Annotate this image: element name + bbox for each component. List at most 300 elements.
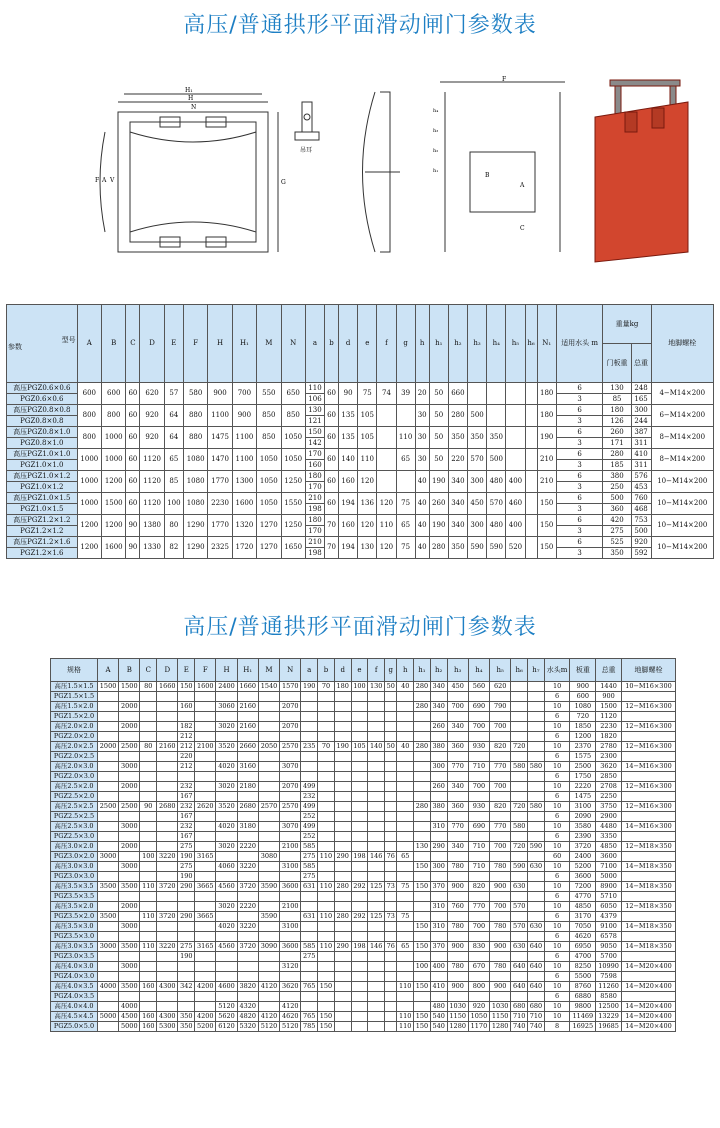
table-cell: 110 <box>140 882 157 892</box>
table-cell <box>301 922 318 932</box>
row-label: 高压4.0×3.0 <box>51 962 98 972</box>
table-row <box>51 902 676 912</box>
table-cell <box>237 812 258 822</box>
table-cell: 60 <box>126 471 140 493</box>
table-cell: 10 <box>544 982 570 992</box>
table-cell <box>258 892 279 902</box>
table-cell: 1270 <box>257 515 281 537</box>
table-cell <box>368 842 385 852</box>
table-cell <box>511 782 528 792</box>
table-cell: 150 <box>537 493 556 515</box>
table-cell: 60 <box>325 383 339 405</box>
table-cell: 700 <box>490 902 511 912</box>
table-cell: 14−M18×350 <box>621 862 675 872</box>
table-cell: 70 <box>325 515 339 537</box>
table-cell: 2390 <box>570 832 596 842</box>
table-cell: 1000 <box>102 427 126 449</box>
table-cell <box>414 852 431 862</box>
table-cell <box>528 972 545 982</box>
table-cell: 232 <box>178 782 195 792</box>
table-cell <box>351 952 368 962</box>
table-cell <box>157 772 178 782</box>
table-cell <box>385 822 397 832</box>
table-cell <box>447 752 468 762</box>
table-cell <box>334 812 351 822</box>
table-row <box>51 762 676 772</box>
row-label: PGZ1.0×1.5 <box>7 504 78 515</box>
table-cell: 5120 <box>280 1022 301 1032</box>
table-cell <box>97 782 118 792</box>
table-cell: 76 <box>386 852 395 861</box>
table-cell <box>525 537 537 559</box>
header-cell: b <box>318 659 335 682</box>
table-cell: 65 <box>164 449 183 471</box>
table-cell: 2000 <box>119 722 140 732</box>
table-row <box>51 982 676 992</box>
table-cell: 8−M14×200 <box>651 427 714 449</box>
table-cell <box>368 982 385 992</box>
table-cell <box>490 752 511 762</box>
table-cell: 640 <box>528 982 545 992</box>
table-cell: 710 <box>468 762 489 772</box>
table-cell: 14−M18×350 <box>621 922 675 932</box>
table-cell <box>385 812 397 822</box>
table-cell: 600 <box>102 383 126 405</box>
table-cell: 6 <box>556 515 603 526</box>
table-cell: 146 <box>368 852 385 862</box>
table-cell <box>318 992 335 1002</box>
table-cell: 2100 <box>280 902 301 912</box>
table-cell <box>258 1002 279 1012</box>
table-cell <box>430 932 447 942</box>
table-cell <box>334 992 351 1002</box>
header-cell: 总重 <box>596 659 622 682</box>
table-row <box>51 682 676 692</box>
table-cell <box>511 792 528 802</box>
table-cell: 3070 <box>280 822 301 832</box>
table-cell <box>140 702 157 712</box>
table-cell: 760 <box>447 902 468 912</box>
table-cell: 40 <box>415 537 429 559</box>
table-row <box>51 1022 676 1032</box>
table-cell <box>157 812 178 822</box>
table-cell: 710 <box>468 862 489 872</box>
table-cell <box>97 792 118 802</box>
table-cell <box>447 772 468 782</box>
table-cell: 785 <box>301 1022 318 1032</box>
table-cell <box>195 762 216 772</box>
table-cell: 235 <box>301 742 318 752</box>
table-cell: 350 <box>468 427 487 449</box>
row-label: 高压PGZ0.8×0.8 <box>7 405 78 416</box>
table-cell: 3720 <box>570 842 596 852</box>
table-row <box>7 427 714 438</box>
table-cell <box>318 692 335 702</box>
table-cell: 1650 <box>281 537 305 559</box>
table-cell <box>468 383 487 405</box>
table-cell: 1150 <box>447 1012 468 1022</box>
table-cell <box>140 892 157 902</box>
table-cell: 1080 <box>183 493 207 515</box>
table-cell: 10−M14×200 <box>651 515 714 537</box>
table-cell: 720 <box>511 802 528 812</box>
table-cell: 700 <box>468 922 489 932</box>
table-cell <box>414 772 431 782</box>
table-cell <box>157 692 178 702</box>
row-label: 高压1.5×1.5 <box>51 682 98 692</box>
row-label: 高压4.0×4.0 <box>51 1002 98 1012</box>
table-cell <box>447 832 468 842</box>
table-cell <box>621 792 675 802</box>
table-cell: 2620 <box>195 802 216 812</box>
table-row <box>51 782 676 792</box>
header-cell: h₅ <box>506 305 525 383</box>
row-label: 高压4.5×4.5 <box>51 1012 98 1022</box>
table-cell: 710 <box>528 1012 545 1022</box>
table-cell: 690 <box>468 822 489 832</box>
table-cell <box>97 872 118 882</box>
table-cell: 3590 <box>258 912 279 922</box>
table-cell: 880 <box>183 427 207 449</box>
table-cell: 75 <box>397 882 414 892</box>
table-cell: 6 <box>544 732 570 742</box>
table-cell <box>414 932 431 942</box>
table-cell <box>301 752 318 762</box>
table-cell: 800 <box>77 405 101 427</box>
table-row <box>51 882 676 892</box>
table-cell <box>468 852 489 862</box>
table-cell <box>397 932 414 942</box>
header-cell: h <box>415 305 429 383</box>
page-title-bottom: 高压/普通拱形平面滑动闸门参数表 <box>183 615 537 640</box>
table-cell: 80 <box>140 742 157 752</box>
table-cell <box>258 722 279 732</box>
row-label: 高压3.0×3.5 <box>51 942 98 952</box>
table-cell: 6 <box>544 772 570 782</box>
table-cell: 8760 <box>570 982 596 992</box>
table-cell: 6 <box>544 812 570 822</box>
table-cell: 8 <box>544 1022 570 1032</box>
table-cell <box>216 712 237 722</box>
table-cell: 3060 <box>216 702 237 712</box>
table-cell: 920 <box>140 427 164 449</box>
table-cell: 310 <box>430 902 447 912</box>
table-cell <box>195 732 216 742</box>
table-cell: 550 <box>257 383 281 405</box>
table-cell <box>280 692 301 702</box>
table-cell <box>157 972 178 982</box>
table-cell <box>258 902 279 912</box>
table-cell: 1000 <box>77 471 101 493</box>
table-cell: 250 <box>603 482 631 493</box>
table-cell <box>195 902 216 912</box>
table-cell <box>368 962 385 972</box>
table-cell <box>397 962 414 972</box>
table-cell: 19685 <box>596 1022 622 1032</box>
table-cell <box>97 862 118 872</box>
dim-frame-b: B <box>485 172 490 179</box>
table-cell <box>334 982 351 992</box>
table-cell: 110 <box>397 1012 414 1022</box>
table-cell <box>528 812 545 822</box>
table-cell <box>195 892 216 902</box>
table-cell <box>195 702 216 712</box>
table-cell: 500 <box>487 449 506 471</box>
table-cell: 468 <box>631 504 651 515</box>
table-cell <box>140 862 157 872</box>
table-cell <box>506 449 525 471</box>
table-cell <box>140 732 157 742</box>
row-label: PGZ1.0×1.0 <box>7 460 78 471</box>
table-cell: 90 <box>126 515 140 537</box>
table-cell: 280 <box>334 912 351 922</box>
table-row <box>51 932 676 942</box>
table-cell: 65 <box>396 515 415 537</box>
table-cell: 2230 <box>208 493 232 515</box>
table-cell: 14−M20×400 <box>621 1022 675 1032</box>
table-cell: 1500 <box>102 493 126 515</box>
table-cell: 3000 <box>119 922 140 932</box>
table-cell: 400 <box>430 962 447 972</box>
table-cell <box>178 902 195 912</box>
table-cell: 900 <box>490 882 511 892</box>
table-cell: 1000 <box>102 449 126 471</box>
table-row <box>51 792 676 802</box>
table-cell <box>396 405 415 427</box>
table-cell: 60 <box>126 405 140 427</box>
table-cell <box>334 822 351 832</box>
table-cell: 198 <box>351 942 368 952</box>
table-cell <box>528 822 545 832</box>
table-cell <box>216 832 237 842</box>
table-cell <box>216 692 237 702</box>
table-cell: 600 <box>570 692 596 702</box>
table-cell: 4850 <box>570 902 596 912</box>
table-cell <box>368 872 385 882</box>
table-cell <box>216 962 237 972</box>
table-cell <box>157 862 178 872</box>
table-cell: 190 <box>537 427 556 449</box>
table-cell <box>528 742 545 752</box>
header-cell: 适用水头 m <box>556 305 603 383</box>
table-cell <box>140 752 157 762</box>
table-cell: 900 <box>570 682 596 692</box>
row-label: 高压3.0×2.0 <box>51 842 98 852</box>
table-cell: 7100 <box>596 862 622 872</box>
table-cell: 110 <box>318 852 335 862</box>
table-cell <box>195 812 216 822</box>
table-cell: 170 <box>305 526 324 537</box>
table-cell <box>511 832 528 842</box>
table-cell: 6 <box>544 792 570 802</box>
table-cell: 590 <box>468 537 487 559</box>
table-cell: 690 <box>468 702 489 712</box>
table-cell <box>318 702 335 712</box>
row-label: PGZ1.5×1.5 <box>51 692 98 702</box>
table-cell <box>237 962 258 972</box>
table-cell: 420 <box>603 515 631 526</box>
dim-f: F <box>95 177 100 184</box>
table-cell: 160 <box>140 1022 157 1032</box>
table-cell: 780 <box>447 862 468 872</box>
table-cell <box>318 762 335 772</box>
table-cell: 380 <box>603 471 631 482</box>
table-cell: 12−M18×350 <box>621 842 675 852</box>
table-cell: 5000 <box>119 1022 140 1032</box>
table-cell: 1290 <box>183 515 207 537</box>
table-cell <box>414 762 431 772</box>
table-cell: 640 <box>511 982 528 992</box>
table-cell <box>280 852 301 862</box>
table-cell <box>385 792 397 802</box>
table-cell: 14−M16×300 <box>621 762 675 772</box>
table-row <box>51 872 676 882</box>
table-cell: 640 <box>511 962 528 972</box>
table-cell: 920 <box>140 405 164 427</box>
table-cell <box>97 772 118 782</box>
table-cell: 620 <box>490 682 511 692</box>
table-cell <box>351 1022 368 1032</box>
table-cell: 3 <box>556 460 603 471</box>
table-cell <box>468 732 489 742</box>
table-cell <box>301 892 318 902</box>
table-cell: 3600 <box>596 852 622 862</box>
table-cell: 2000 <box>119 842 140 852</box>
table-cell <box>119 912 140 922</box>
table-cell <box>178 962 195 972</box>
table-cell <box>430 972 447 982</box>
table-cell <box>621 772 675 782</box>
table-cell <box>157 932 178 942</box>
row-label: PGZ2.5×2.5 <box>51 812 98 822</box>
header-cell: h₄ <box>487 305 506 383</box>
table-cell: 65 <box>396 449 415 471</box>
table-cell: 3600 <box>570 872 596 882</box>
table-cell <box>511 952 528 962</box>
table-cell <box>351 872 368 882</box>
table-cell: 2000 <box>119 902 140 912</box>
table-cell: 1000 <box>77 449 101 471</box>
table-cell: 80 <box>140 682 157 692</box>
table-cell: 160 <box>339 515 358 537</box>
table-cell: 12500 <box>596 1002 622 1012</box>
dim-a: A <box>102 177 107 184</box>
table-cell: 3665 <box>195 882 216 892</box>
table-cell: 520 <box>506 537 525 559</box>
table-cell <box>301 1002 318 1012</box>
table-cell <box>447 692 468 702</box>
table-cell <box>490 692 511 702</box>
table-cell: 1500 <box>97 682 118 692</box>
table-cell: 570 <box>468 449 487 471</box>
table-cell: 300 <box>468 471 487 493</box>
table-cell <box>490 932 511 942</box>
table-cell: 75 <box>397 912 414 922</box>
table-cell: 1475 <box>570 792 596 802</box>
table-cell <box>368 782 385 792</box>
table-cell <box>237 772 258 782</box>
table-cell: 260 <box>429 493 448 515</box>
dim-h4: h₄ <box>433 108 439 114</box>
table-cell <box>351 902 368 912</box>
table-cell: 1550 <box>281 493 305 515</box>
table-cell: 900 <box>232 405 256 427</box>
table-cell <box>216 732 237 742</box>
table-cell: 340 <box>448 471 467 493</box>
table-cell: 900 <box>208 383 232 405</box>
table-cell: 4620 <box>570 932 596 942</box>
table-cell <box>178 932 195 942</box>
table-cell: 499 <box>301 822 318 832</box>
table-cell: 110 <box>305 383 324 394</box>
table-cell <box>157 762 178 772</box>
dim-h3: h₃ <box>433 128 439 134</box>
table-cell <box>140 722 157 732</box>
table-cell: 660 <box>448 383 467 405</box>
table-cell <box>318 832 335 842</box>
table-cell: 1500 <box>119 682 140 692</box>
table-cell <box>528 712 545 722</box>
table-cell: 3 <box>556 438 603 449</box>
table-cell: 3720 <box>237 882 258 892</box>
table-cell: 57 <box>164 383 183 405</box>
table-cell <box>511 912 528 922</box>
table-cell: 6 <box>544 912 570 922</box>
table-cell: 4060 <box>216 862 237 872</box>
table-cell: 1660 <box>157 682 178 692</box>
table-cell <box>385 782 397 792</box>
table-cell: 4200 <box>195 1012 216 1022</box>
table-cell: 1200 <box>77 537 101 559</box>
table-cell <box>468 872 489 882</box>
table-cell: 50 <box>429 405 448 427</box>
table-cell: 135 <box>339 405 358 427</box>
table-cell <box>258 962 279 972</box>
table-cell: 780 <box>490 922 511 932</box>
table-cell: 580 <box>528 802 545 812</box>
table-cell: 180 <box>537 405 556 427</box>
table-cell: 770 <box>490 822 511 832</box>
table-cell: 6 <box>556 537 603 548</box>
table-cell: 1475 <box>208 427 232 449</box>
table-cell: 40 <box>415 471 429 493</box>
table-cell: 2000 <box>119 782 140 792</box>
table-cell <box>301 772 318 782</box>
table-cell <box>318 892 335 902</box>
table-cell <box>447 712 468 722</box>
table-cell: 130 <box>358 537 377 559</box>
table-cell: 10 <box>544 922 570 932</box>
table-row <box>51 952 676 962</box>
table-cell: 410 <box>631 449 651 460</box>
table-cell: 290 <box>334 852 351 862</box>
table-cell <box>468 772 489 782</box>
table-cell: 6 <box>544 692 570 702</box>
table-cell: 60 <box>126 449 140 471</box>
table-cell: 450 <box>468 493 487 515</box>
table-cell: 10−M16×300 <box>621 682 675 692</box>
table-cell: 4600 <box>216 982 237 992</box>
table-cell: 2000 <box>119 702 140 712</box>
table-cell: 850 <box>257 427 281 449</box>
table-cell: 280 <box>334 882 351 892</box>
table-cell <box>334 972 351 982</box>
table-cell: 4850 <box>596 842 622 852</box>
table-cell: 3100 <box>570 802 596 812</box>
table-cell <box>385 1012 397 1022</box>
table-row <box>51 832 676 842</box>
table-cell: 30 <box>415 427 429 449</box>
